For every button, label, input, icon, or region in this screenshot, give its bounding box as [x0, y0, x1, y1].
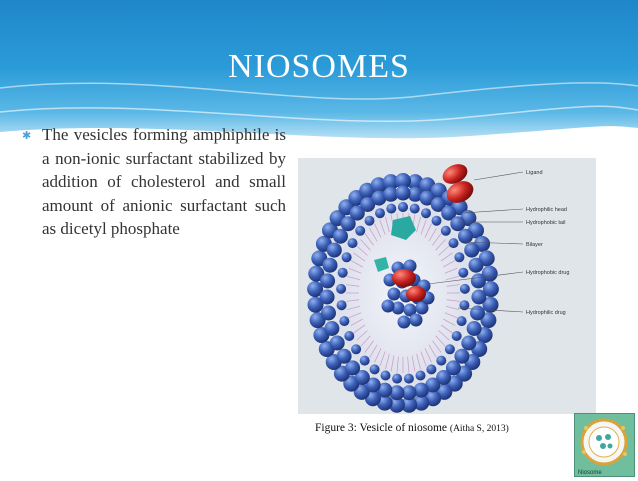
- bullet-list: [22, 123, 286, 241]
- hydrophobic-drug-red-2: [406, 286, 426, 302]
- label-hydrophobic-tail: Hydrophobic tail: [526, 220, 566, 226]
- lipid-head-sphere: [339, 316, 349, 326]
- lipid-head-sphere: [445, 344, 455, 354]
- lipid-head-sphere: [342, 252, 352, 262]
- lipid-head-sphere: [458, 229, 473, 244]
- lipid-head-sphere: [321, 306, 336, 321]
- lipid-head-sphere: [432, 216, 442, 226]
- slide-title: NIOSOMES: [228, 48, 410, 85]
- lipid-head-sphere: [324, 321, 339, 336]
- lipid-head-sphere: [398, 202, 408, 212]
- niosome-diagram: [298, 158, 596, 414]
- label-hydrophilic-head: Hydrophilic head: [526, 207, 567, 213]
- lipid-head-sphere: [450, 216, 465, 231]
- lipid-head-sphere: [436, 356, 446, 366]
- lipid-head-sphere: [469, 258, 484, 273]
- core-sphere: [388, 288, 401, 301]
- lipid-head-sphere: [351, 344, 361, 354]
- lipid-head-sphere: [458, 268, 468, 278]
- niosome-thumbnail: [574, 413, 635, 477]
- thumbnail-label: Niosome: [578, 470, 602, 476]
- lipid-head-sphere: [323, 258, 338, 273]
- lipid-head-sphere: [449, 238, 459, 248]
- label-ligand: Ligand: [526, 170, 543, 176]
- core-sphere: [382, 300, 395, 313]
- lipid-head-sphere: [441, 226, 451, 236]
- lipid-head-sphere: [337, 349, 352, 364]
- lipid-head-sphere: [467, 321, 482, 336]
- lipid-head-sphere: [337, 300, 347, 310]
- label-hydrophilic-drug: Hydrophilic drug: [526, 310, 566, 316]
- lipid-head-sphere: [355, 226, 365, 236]
- niosome-thumbnail-icon: [575, 414, 634, 476]
- niosome-figure: [298, 158, 596, 414]
- lipid-head-sphere: [333, 229, 348, 244]
- label-bilayer: Bilayer: [526, 242, 543, 248]
- lipid-head-sphere: [365, 216, 375, 226]
- caption-main: Figure 3: Vesicle of niosome: [315, 422, 450, 434]
- lipid-head-sphere: [464, 243, 479, 258]
- lipid-head-sphere: [452, 331, 462, 341]
- caption-citation: (Aitha S, 2013): [449, 424, 509, 434]
- core-sphere: [398, 316, 411, 329]
- bullet-star-icon: ✱: [22, 130, 32, 142]
- lipid-head-sphere: [375, 208, 385, 218]
- lipid-head-sphere: [454, 252, 464, 262]
- figure-caption: [315, 422, 509, 434]
- lipid-head-sphere: [386, 204, 396, 214]
- lipid-head-sphere: [457, 316, 467, 326]
- lipid-head-sphere: [320, 290, 335, 305]
- lipid-head-sphere: [404, 374, 414, 384]
- label-hydrophobic-drug: Hydrophobic drug: [526, 270, 570, 276]
- lipid-head-sphere: [338, 268, 348, 278]
- lipid-head-sphere: [460, 284, 470, 294]
- lipid-head-sphere: [330, 336, 345, 351]
- lipid-head-sphere: [421, 208, 431, 218]
- lipid-head-sphere: [327, 243, 342, 258]
- lipid-head-sphere: [392, 374, 402, 384]
- lipid-head-sphere: [344, 331, 354, 341]
- lipid-head-sphere: [461, 336, 476, 351]
- lipid-head-sphere: [426, 364, 436, 374]
- lipid-head-sphere: [336, 284, 346, 294]
- lipid-head-sphere: [416, 371, 426, 381]
- lipid-head-sphere: [410, 204, 420, 214]
- lipid-head-sphere: [348, 238, 358, 248]
- lipid-head-sphere: [396, 186, 411, 201]
- core-sphere: [410, 314, 423, 327]
- lipid-head-sphere: [360, 356, 370, 366]
- lipid-head-sphere: [370, 364, 380, 374]
- bullet-text: The vesicles forming amphiphile is a non-ionic surfactant stabilized by addition of cholesterol and small amount of anionic surfactant such as dicetyl phosphate: [42, 125, 286, 238]
- lipid-head-sphere: [470, 306, 485, 321]
- hydrophobic-drug-red: [392, 269, 416, 287]
- lipid-head-sphere: [381, 371, 391, 381]
- lipid-head-sphere: [471, 273, 486, 288]
- lipid-head-sphere: [320, 273, 335, 288]
- lipid-head-sphere: [471, 290, 486, 305]
